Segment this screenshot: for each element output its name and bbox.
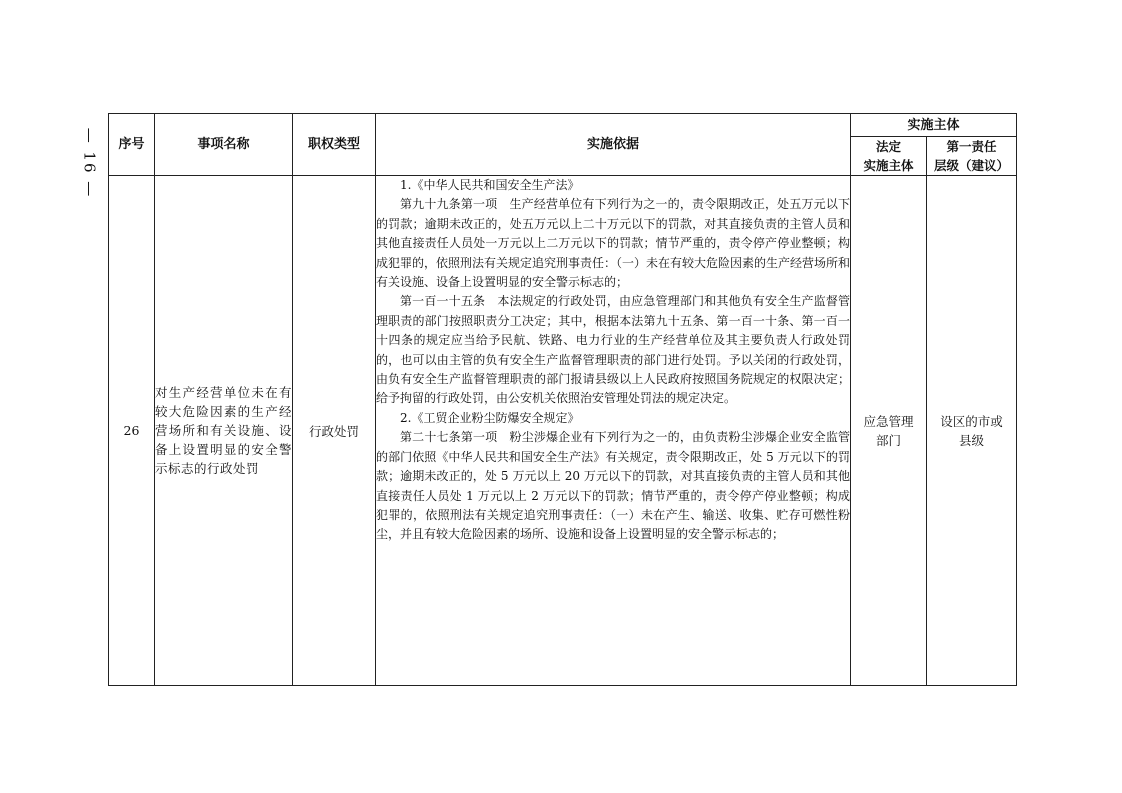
header-legal-subject-line2: 实施主体 — [863, 158, 914, 173]
basis-line: 第一百一十五条 本法规定的行政处罚，由应急管理部门和其他负有安全生产监督管理职责的部门按照职责分工决定；其中，根据本法第九十五条、第一百一十条、第一百一十四条的规定应当给予民航、铁路、电力行业的生产经营单位及其主要负责人行政处罚的，也可以由主管的负有安全生产监督管理职责的部门进行处罚。予以关闭的行政处罚，由负有安全生产监督管理职责的部门报请县级以上人民政府按照国务院规定的权限决定；给予拘留的行政处罚，由公安机关依照治安管理处罚法的规定决定。 — [376, 294, 850, 406]
header-subject: 实施主体 — [851, 114, 1017, 137]
basis-line: 第九十九条第一项 生产经营单位有下列行为之一的，责令限期改正，处五万元以下的罚款；逾期未改正的，处五万元以上二十万元以下的罚款，对其直接负责的主管人员和其他直接责任人员处一万元以上二万元以下的罚款；情节严重的，责令停产停业整顿；构成犯罪的，依照刑法有关规定追究刑事责任：（一）未在有较大危险因素的生产经营场所和有关设施、设备上设置明显的安全警示标志的； — [376, 197, 851, 290]
header-basis: 实施依据 — [376, 114, 851, 176]
basis-line: 1.《中华人民共和国安全生产法》 — [400, 178, 580, 192]
header-first-responsibility — [927, 137, 1017, 176]
row-item-name: 对生产经营单位未在有较大危险因素的生产经营场所和有关设施、设备上设置明显的安全警示标志的行政处罚 — [155, 176, 293, 686]
header-item-name: 事项名称 — [155, 114, 293, 176]
header-legal-subject-line1: 法定 — [875, 139, 901, 154]
authority-table — [108, 113, 1017, 686]
row-seq: 26 — [109, 176, 155, 686]
row-first-resp-line2: 县级 — [959, 432, 985, 448]
row-basis — [376, 176, 851, 686]
row-legal-subject — [851, 176, 927, 686]
row-legal-subject-line1: 应急管理 — [863, 413, 914, 429]
basis-line: 第二十七条第一项 粉尘涉爆企业有下列行为之一的，由负责粉尘涉爆企业安全监管的部门依照《中华人民共和国安全生产法》有关规定，责令限期改正，处 5 万元以下的罚款；逾期未改正的，处 5 万元以上 20 万元以下的罚款，对其直接负责的主管人员和其他直接责任人员处 1 万元以上 2 万元以下的罚款；情节严重的，责令停产停业整顿；构成犯罪的，依照刑法有关规定追究刑事责任：（一）未在产生、输送、收集、贮存可燃性粉尘，并且有较大危险因素的场所、设施和设备上设置明显的安全警示标志的； — [376, 430, 850, 542]
row-power-type: 行政处罚 — [293, 176, 376, 686]
header-first-resp-line2: 层级（建议） — [934, 158, 1010, 173]
page-number-text: — 16 — — [80, 127, 98, 199]
header-power-type: 职权类型 — [293, 114, 376, 176]
header-first-resp-line1: 第一责任 — [946, 139, 997, 154]
table-row — [109, 176, 1017, 686]
page-number — [78, 118, 100, 208]
row-first-resp-line1: 设区的市或 — [940, 413, 1003, 429]
row-legal-subject-line2: 部门 — [875, 432, 901, 448]
header-row-1 — [109, 114, 1017, 137]
header-legal-subject — [851, 137, 927, 176]
row-first-responsibility — [927, 176, 1017, 686]
header-seq: 序号 — [109, 114, 155, 176]
basis-line: 2.《工贸企业粉尘防爆安全规定》 — [400, 410, 580, 425]
